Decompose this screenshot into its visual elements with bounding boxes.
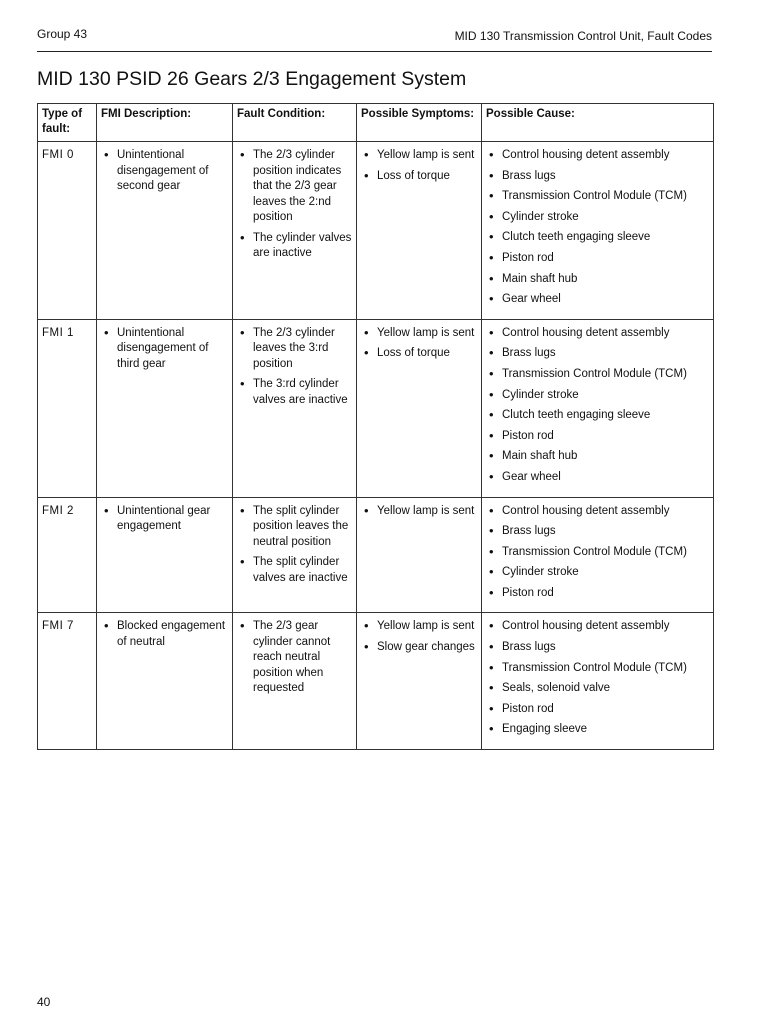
list-item: • Seals, solenoid valve (486, 681, 709, 697)
symptoms-list (361, 504, 477, 520)
fault-type-cell: FMI 2 (38, 497, 97, 613)
symptoms-cell (357, 497, 482, 613)
list-item: • Clutch teeth engaging sleeve (486, 230, 709, 246)
fault-type-cell: FMI 7 (38, 613, 97, 750)
table-header-row (38, 104, 714, 142)
header-section-title: MID 130 Transmission Control Unit, Fault Codes (454, 29, 712, 43)
list-item: • Unintentional gear engagement (101, 504, 228, 535)
list-item: • Control housing detent assembly (486, 504, 709, 520)
list-item: • Transmission Control Module (TCM) (486, 367, 709, 383)
list-item: • The split cylinder position leaves the neutral position (237, 504, 352, 551)
list-item: • Cylinder stroke (486, 565, 709, 581)
condition-list (237, 619, 352, 697)
table-row (38, 319, 714, 497)
condition-list (237, 148, 352, 262)
list-item: • Brass lugs (486, 640, 709, 656)
list-item: • Transmission Control Module (TCM) (486, 189, 709, 205)
table-body (38, 142, 714, 750)
list-item: • Transmission Control Module (TCM) (486, 661, 709, 677)
column-header-type: Type of fault: (38, 104, 97, 142)
list-item: • Blocked engagement of neutral (101, 619, 228, 650)
list-item: • Cylinder stroke (486, 210, 709, 226)
list-item: • The cylinder valves are inactive (237, 231, 352, 262)
list-item: • Unintentional disengagement of second gear (101, 148, 228, 195)
fault-type-cell: FMI 1 (38, 319, 97, 497)
description-cell (97, 142, 233, 320)
symptoms-list (361, 619, 477, 655)
list-item: • Yellow lamp is sent (361, 148, 477, 164)
fault-code-table (37, 103, 714, 750)
condition-cell (233, 497, 357, 613)
list-item: • Loss of torque (361, 346, 477, 362)
list-item: • The 2/3 cylinder position indicates that the 2/3 gear leaves the 2:nd position (237, 148, 352, 226)
description-cell (97, 497, 233, 613)
description-list (101, 504, 228, 535)
description-cell (97, 613, 233, 750)
condition-cell (233, 613, 357, 750)
column-header-symptoms: Possible Symptoms: (357, 104, 482, 142)
description-list (101, 148, 228, 195)
list-item: • Control housing detent assembly (486, 148, 709, 164)
list-item: • Main shaft hub (486, 449, 709, 465)
condition-cell (233, 319, 357, 497)
list-item: • Yellow lamp is sent (361, 326, 477, 342)
list-item: • Piston rod (486, 702, 709, 718)
causes-list (486, 326, 709, 486)
cause-cell (482, 497, 714, 613)
list-item: • Piston rod (486, 429, 709, 445)
header-divider (37, 51, 712, 52)
symptoms-cell (357, 613, 482, 750)
column-header-cause: Possible Cause: (482, 104, 714, 142)
condition-list (237, 326, 352, 409)
causes-list (486, 619, 709, 737)
list-item: • Control housing detent assembly (486, 619, 709, 635)
list-item: • Piston rod (486, 251, 709, 267)
list-item: • Gear wheel (486, 470, 709, 486)
causes-list (486, 504, 709, 602)
list-item: • Main shaft hub (486, 272, 709, 288)
list-item: • The 2/3 gear cylinder cannot reach neutral position when requested (237, 619, 352, 697)
fault-type-cell: FMI 0 (38, 142, 97, 320)
cause-cell (482, 613, 714, 750)
list-item: • Brass lugs (486, 524, 709, 540)
list-item: • The 2/3 cylinder leaves the 3:rd position (237, 326, 352, 373)
list-item: • Cylinder stroke (486, 388, 709, 404)
list-item: • Transmission Control Module (TCM) (486, 545, 709, 561)
page-number: 40 (37, 995, 51, 1009)
list-item: • Yellow lamp is sent (361, 619, 477, 635)
column-header-description: FMI Description: (97, 104, 233, 142)
description-cell (97, 319, 233, 497)
header-group: Group 43 (37, 27, 88, 41)
list-item: • The 3:rd cylinder valves are inactive (237, 377, 352, 408)
list-item: • Piston rod (486, 586, 709, 602)
list-item: • Clutch teeth engaging sleeve (486, 408, 709, 424)
list-item: • Control housing detent assembly (486, 326, 709, 342)
description-list (101, 326, 228, 373)
list-item: • The split cylinder valves are inactive (237, 555, 352, 586)
list-item: • Brass lugs (486, 169, 709, 185)
table-row (38, 497, 714, 613)
list-item: • Brass lugs (486, 346, 709, 362)
page-title: MID 130 PSID 26 Gears 2/3 Engagement System (37, 68, 467, 90)
description-list (101, 619, 228, 650)
list-item: • Slow gear changes (361, 640, 477, 656)
symptoms-list (361, 148, 477, 184)
condition-list (237, 504, 352, 587)
causes-list (486, 148, 709, 308)
list-item: • Yellow lamp is sent (361, 504, 477, 520)
table-row (38, 142, 714, 320)
list-item: • Engaging sleeve (486, 722, 709, 738)
symptoms-cell (357, 142, 482, 320)
cause-cell (482, 142, 714, 320)
list-item: • Gear wheel (486, 292, 709, 308)
table-row (38, 613, 714, 750)
list-item: • Unintentional disengagement of third gear (101, 326, 228, 373)
cause-cell (482, 319, 714, 497)
list-item: • Loss of torque (361, 169, 477, 185)
condition-cell (233, 142, 357, 320)
symptoms-cell (357, 319, 482, 497)
column-header-condition: Fault Condition: (233, 104, 357, 142)
symptoms-list (361, 326, 477, 362)
